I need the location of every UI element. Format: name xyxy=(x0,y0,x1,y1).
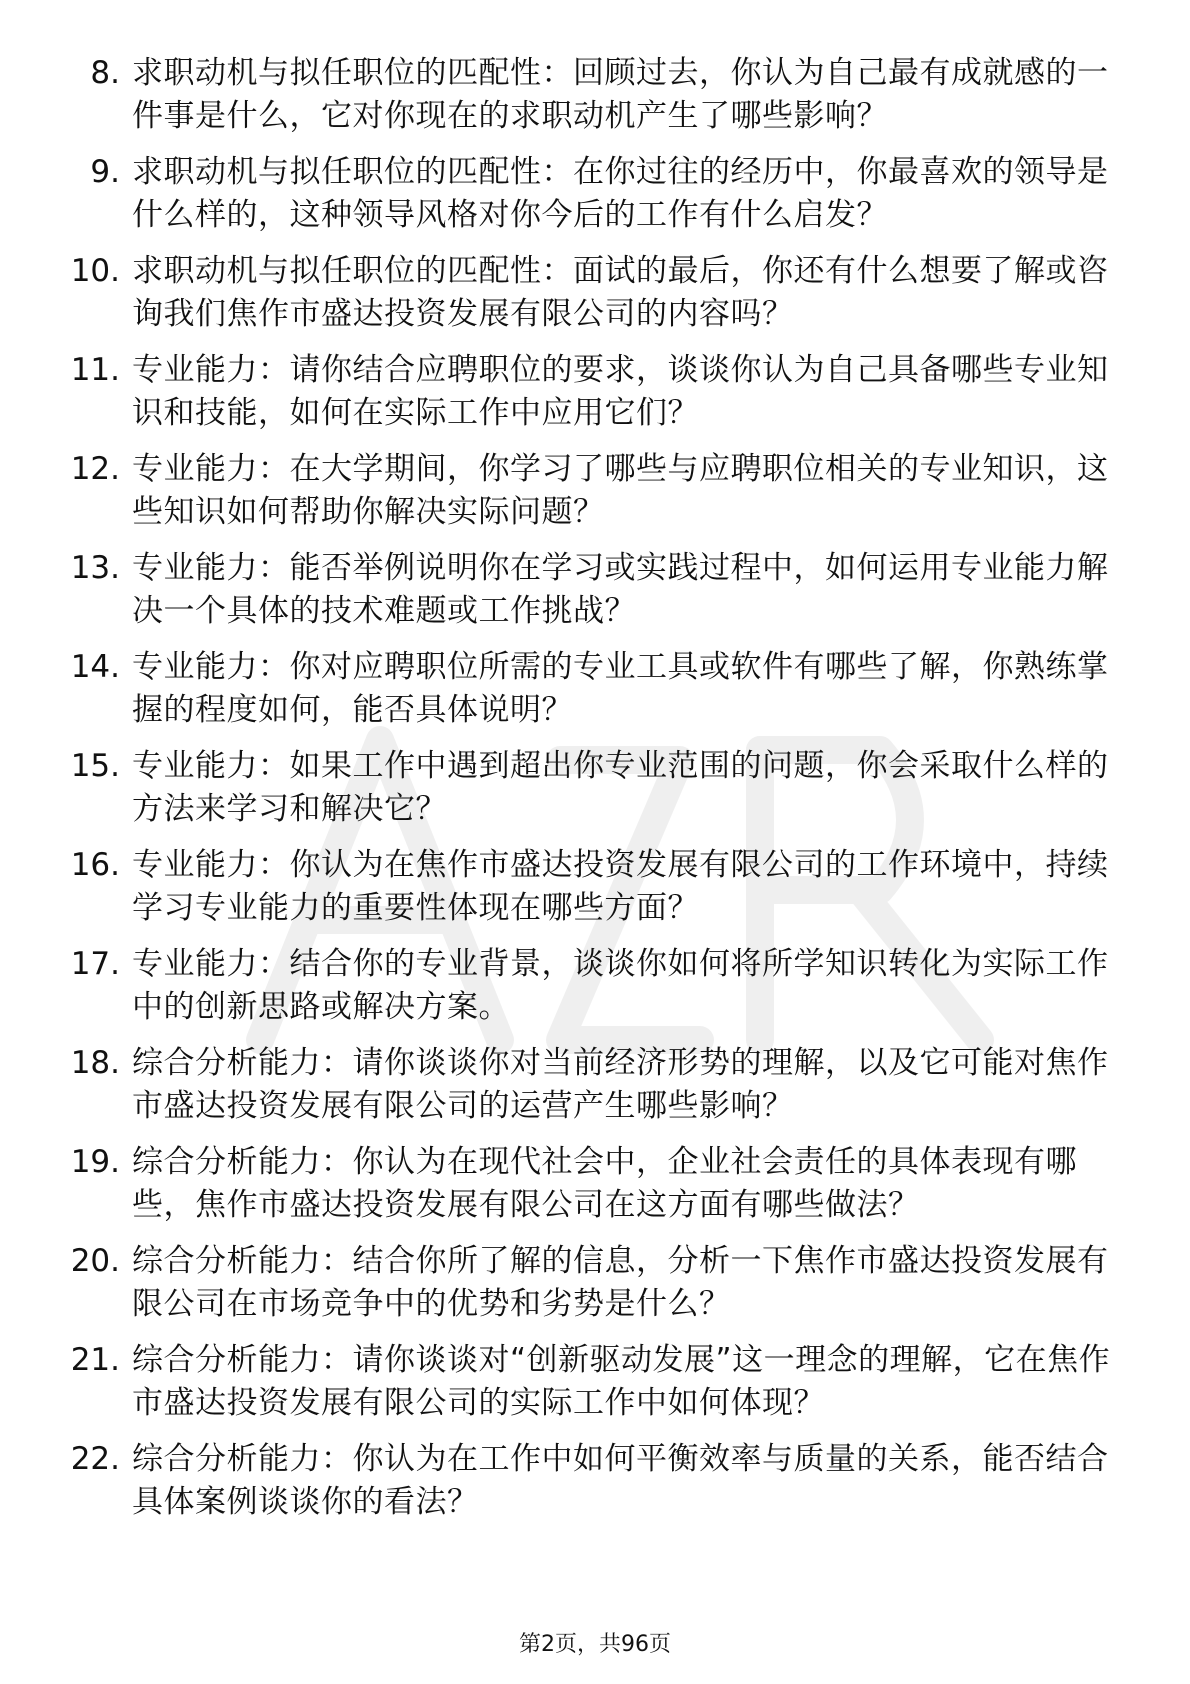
question-number: 22. xyxy=(70,1441,120,1477)
question-item xyxy=(60,844,1120,930)
question-number: 18. xyxy=(70,1045,120,1081)
question-text: 综合分析能力：你认为在现代社会中，企业社会责任的具体表现有哪些，焦作市盛达投资发展有限公司在这方面有哪些做法？ xyxy=(132,1144,1077,1223)
question-item xyxy=(60,1042,1120,1128)
question-number: 9. xyxy=(90,154,120,190)
question-text: 求职动机与拟任职位的匹配性：回顾过去，你认为自己最有成就感的一件事是什么，它对你现在的求职动机产生了哪些影响？ xyxy=(132,55,1109,134)
question-text: 专业能力：你对应聘职位所需的专业工具或软件有哪些了解，你熟练掌握的程度如何，能否具体说明？ xyxy=(132,649,1109,728)
question-text: 综合分析能力：结合你所了解的信息，分析一下焦作市盛达投资发展有限公司在市场竞争中的优势和劣势是什么？ xyxy=(132,1243,1109,1322)
question-item xyxy=(60,52,1120,138)
question-text: 专业能力：结合你的专业背景，谈谈你如何将所学知识转化为实际工作中的创新思路或解决方案。 xyxy=(132,946,1109,1025)
question-item xyxy=(60,1438,1120,1524)
question-number: 16. xyxy=(70,847,120,883)
question-text: 专业能力：你认为在焦作市盛达投资发展有限公司的工作环境中，持续学习专业能力的重要性体现在哪些方面？ xyxy=(132,847,1109,926)
question-text: 求职动机与拟任职位的匹配性：面试的最后，你还有什么想要了解或咨询我们焦作市盛达投资发展有限公司的内容吗？ xyxy=(132,253,1109,332)
question-item xyxy=(60,448,1120,534)
page-footer xyxy=(0,1630,1190,1660)
question-item xyxy=(60,250,1120,336)
question-number: 11. xyxy=(70,352,120,388)
question-text: 专业能力：在大学期间，你学习了哪些与应聘职位相关的专业知识，这些知识如何帮助你解决实际问题？ xyxy=(132,451,1109,530)
question-text: 专业能力：能否举例说明你在学习或实践过程中，如何运用专业能力解决一个具体的技术难题或工作挑战？ xyxy=(132,550,1109,629)
question-number: 8. xyxy=(90,55,120,91)
question-item xyxy=(60,745,1120,831)
question-text: 专业能力：请你结合应聘职位的要求，谈谈你认为自己具备哪些专业知识和技能，如何在实际工作中应用它们？ xyxy=(132,352,1109,431)
question-number: 17. xyxy=(70,946,120,982)
question-number: 14. xyxy=(70,649,120,685)
question-text: 专业能力：如果工作中遇到超出你专业范围的问题，你会采取什么样的方法来学习和解决它？ xyxy=(132,748,1109,827)
question-item xyxy=(60,943,1120,1029)
question-number: 21. xyxy=(70,1342,120,1378)
question-text: 综合分析能力：请你谈谈对“创新驱动发展”这一理念的理解，它在焦作市盛达投资发展有限公司的实际工作中如何体现？ xyxy=(132,1342,1111,1421)
question-number: 19. xyxy=(70,1144,120,1180)
question-number: 15. xyxy=(70,748,120,784)
question-number: 10. xyxy=(70,253,120,289)
question-item xyxy=(60,1339,1120,1425)
question-text: 综合分析能力：请你谈谈你对当前经济形势的理解，以及它可能对焦作市盛达投资发展有限公司的运营产生哪些影响？ xyxy=(132,1045,1109,1124)
question-number: 13. xyxy=(70,550,120,586)
question-item xyxy=(60,1141,1120,1227)
question-text: 综合分析能力：你认为在工作中如何平衡效率与质量的关系，能否结合具体案例谈谈你的看法？ xyxy=(132,1441,1109,1520)
question-item xyxy=(60,547,1120,633)
question-item xyxy=(60,646,1120,732)
page-number-label: 第2页，共96页 xyxy=(519,1632,671,1657)
question-item xyxy=(60,349,1120,435)
question-item xyxy=(60,151,1120,237)
question-number: 12. xyxy=(70,451,120,487)
question-number: 20. xyxy=(70,1243,120,1279)
question-item xyxy=(60,1240,1120,1326)
question-list xyxy=(60,52,1120,1537)
question-text: 求职动机与拟任职位的匹配性：在你过往的经历中，你最喜欢的领导是什么样的，这种领导风格对你今后的工作有什么启发？ xyxy=(132,154,1109,233)
